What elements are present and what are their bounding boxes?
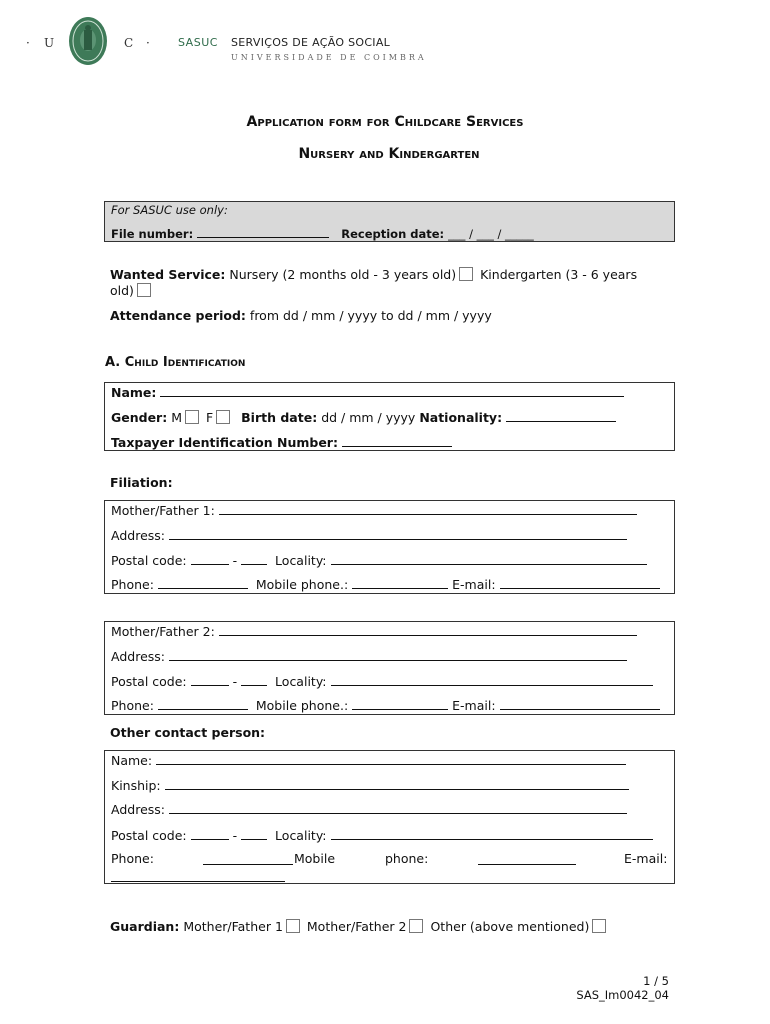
parent-2-mobile-label: Mobile phone.: xyxy=(255,698,349,713)
nationality-field[interactable] xyxy=(506,409,616,422)
university-seal-logo xyxy=(68,16,108,66)
parent-2-locality-label: Locality: xyxy=(275,674,327,689)
parent-2-address-field[interactable] xyxy=(169,648,627,661)
parent-2-field[interactable] xyxy=(219,623,637,636)
guardian-row xyxy=(110,919,609,934)
other-contact-label: Other contact person: xyxy=(110,725,266,740)
other-postal-label: Postal code: xyxy=(111,828,187,843)
tin-field[interactable] xyxy=(342,434,452,447)
postal-dash: - xyxy=(232,674,238,689)
parent-2-email-field[interactable] xyxy=(500,697,660,710)
other-contact-box xyxy=(104,750,675,884)
child-name-field[interactable] xyxy=(160,384,624,397)
parent-1-email-label: E-mail: xyxy=(452,577,496,592)
other-postal-suffix-field[interactable] xyxy=(241,827,267,840)
postal-dash: - xyxy=(232,828,238,843)
header-letter-c: C xyxy=(124,36,134,50)
file-number-label: File number: xyxy=(111,227,194,241)
child-name-label: Name: xyxy=(111,385,157,400)
attendance-row xyxy=(110,308,492,323)
form-code: SAS_Im0042_04 xyxy=(576,988,669,1002)
parent-2-email-label: E-mail: xyxy=(452,698,496,713)
parent-2-postal-suffix-field[interactable] xyxy=(241,673,267,686)
kinship-field[interactable] xyxy=(165,777,629,790)
other-address-label: Address: xyxy=(111,802,165,817)
other-phone-label: Phone: xyxy=(111,851,154,866)
guardian-opt2-label: Mother/Father 2 xyxy=(306,919,407,934)
parent-1-postal-field[interactable] xyxy=(191,552,229,565)
parent-1-postal-suffix-field[interactable] xyxy=(241,552,267,565)
parent-1-mobile-label: Mobile phone.: xyxy=(255,577,349,592)
postal-dash: - xyxy=(232,553,238,568)
office-use-box xyxy=(104,201,675,242)
guardian-label: Guardian: xyxy=(110,919,180,934)
section-a-title: A. Child Identification xyxy=(105,355,246,370)
nursery-checkbox[interactable] xyxy=(459,267,473,281)
parent-1-label: Mother/Father 1: xyxy=(111,503,215,518)
reception-date-label: Reception date: xyxy=(341,227,445,241)
parent-2-box xyxy=(104,621,675,715)
parent-2-address-label: Address: xyxy=(111,649,165,664)
other-mobile-label: Mobile xyxy=(294,851,336,866)
nursery-label: Nursery (2 months old - 3 years old) xyxy=(229,267,457,282)
guardian-opt1-label: Mother/Father 1 xyxy=(183,919,283,934)
parent-1-address-field[interactable] xyxy=(169,527,627,540)
other-phone-field[interactable] xyxy=(203,852,293,865)
wanted-service-row xyxy=(110,267,637,282)
guardian-opt1-checkbox[interactable] xyxy=(286,919,300,933)
parent-2-phone-field[interactable] xyxy=(158,697,248,710)
page-footer xyxy=(576,974,669,1002)
page-number: 1 / 5 xyxy=(643,974,669,988)
other-name-label: Name: xyxy=(111,753,153,768)
kindergarten-label: Kindergarten (3 - 6 years xyxy=(480,267,638,282)
parent-1-phone-field[interactable] xyxy=(158,576,248,589)
kinship-label: Kinship: xyxy=(111,778,161,793)
parent-1-address-label: Address: xyxy=(111,528,165,543)
parent-2-mobile-field[interactable] xyxy=(352,697,448,710)
sasuc-logo-text: SASUC xyxy=(178,36,218,49)
header-dot: · xyxy=(26,36,30,50)
parent-1-email-field[interactable] xyxy=(500,576,660,589)
other-mobile-phone-label: phone: xyxy=(385,851,429,866)
form-title: Application form for Childcare Services xyxy=(246,114,524,130)
attendance-field[interactable]: from dd / mm / yyyy to dd / mm / yyyy xyxy=(249,308,492,323)
other-mobile-field[interactable] xyxy=(478,852,576,865)
reception-date-field[interactable]: ___ / ___ / _____ xyxy=(448,227,534,241)
birth-date-field[interactable]: dd / mm / yyyy xyxy=(321,410,416,425)
guardian-opt2-checkbox[interactable] xyxy=(409,919,423,933)
other-locality-field[interactable] xyxy=(331,827,653,840)
gender-label: Gender: xyxy=(111,410,168,425)
filiation-label: Filiation: xyxy=(110,475,173,490)
university-name: UNIVERSIDADE DE COIMBRA xyxy=(231,53,427,62)
kindergarten-checkbox[interactable] xyxy=(137,283,151,297)
parent-2-postal-field[interactable] xyxy=(191,673,229,686)
wanted-service-row-2 xyxy=(110,283,154,298)
file-number-field[interactable] xyxy=(197,225,329,238)
other-locality-label: Locality: xyxy=(275,828,327,843)
birth-date-label: Birth date: xyxy=(241,410,318,425)
parent-2-label: Mother/Father 2: xyxy=(111,624,215,639)
office-use-label: For SASUC use only: xyxy=(111,203,228,217)
other-name-field[interactable] xyxy=(156,752,626,765)
services-title: SERVIÇOS DE AÇÃO SOCIAL xyxy=(231,36,391,49)
parent-1-box xyxy=(104,500,675,594)
nationality-label: Nationality: xyxy=(419,410,503,425)
other-email-field[interactable] xyxy=(111,869,285,882)
parent-2-postal-label: Postal code: xyxy=(111,674,187,689)
office-use-fields xyxy=(111,225,534,241)
parent-1-postal-label: Postal code: xyxy=(111,553,187,568)
gender-f-checkbox[interactable] xyxy=(216,410,230,424)
tin-label: Taxpayer Identification Number: xyxy=(111,435,338,450)
parent-1-field[interactable] xyxy=(219,502,637,515)
child-identification-box xyxy=(104,382,675,451)
parent-1-mobile-field[interactable] xyxy=(352,576,448,589)
attendance-label: Attendance period: xyxy=(110,308,246,323)
other-email-label: E-mail: xyxy=(624,851,668,866)
parent-1-phone-label: Phone: xyxy=(111,577,154,592)
other-address-field[interactable] xyxy=(169,801,627,814)
kindergarten-label-cont: old) xyxy=(110,283,134,298)
gender-f-label: F xyxy=(206,410,214,425)
parent-2-phone-label: Phone: xyxy=(111,698,154,713)
parent-2-locality-field[interactable] xyxy=(331,673,653,686)
gender-m-checkbox[interactable] xyxy=(185,410,199,424)
header-letter-u: U xyxy=(44,36,55,50)
gender-m-label: M xyxy=(171,410,183,425)
guardian-opt3-checkbox[interactable] xyxy=(592,919,606,933)
parent-1-locality-field[interactable] xyxy=(331,552,647,565)
guardian-opt3-label: Other (above mentioned) xyxy=(430,919,590,934)
header-dot: · xyxy=(146,36,150,50)
other-postal-field[interactable] xyxy=(191,827,229,840)
form-subtitle: Nursery and Kindergarten xyxy=(298,146,480,162)
parent-1-locality-label: Locality: xyxy=(275,553,327,568)
wanted-service-label: Wanted Service: xyxy=(110,267,226,282)
